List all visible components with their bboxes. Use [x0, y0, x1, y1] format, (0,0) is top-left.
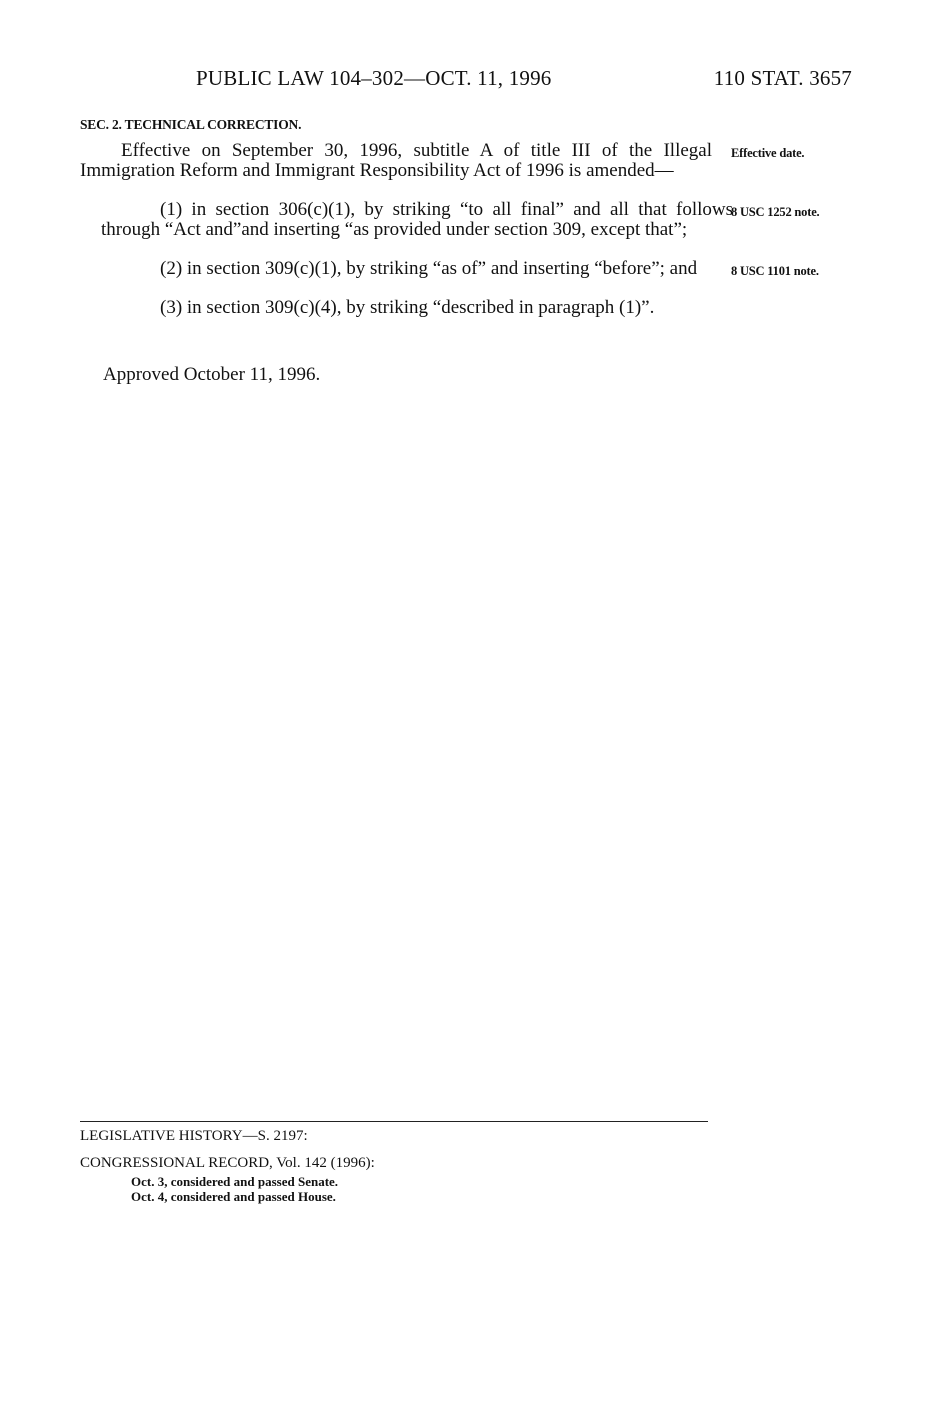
legislative-history-title: LEGISLATIVE HISTORY—S. 2197: — [80, 1128, 308, 1144]
congressional-record-line: CONGRESSIONAL RECORD, Vol. 142 (1996): — [80, 1155, 375, 1171]
history-entry-house: Oct. 4, considered and passed House. — [131, 1189, 336, 1204]
running-head-page-citation: 110 STAT. 3657 — [713, 66, 852, 90]
amendment-item-1: (1) in section 306(c)(1), by striking “to all final” and all that follows through “Act and”and inserting “as provided under section 309, except that”; — [101, 199, 733, 240]
section-heading: SEC. 2. TECHNICAL CORRECTION. — [80, 117, 302, 132]
amendment-item-2: (2) in section 309(c)(1), by striking “as of” and inserting “before”; and — [160, 258, 698, 279]
approval-date: Approved October 11, 1996. — [103, 364, 321, 385]
running-head — [196, 66, 852, 96]
history-entry-senate: Oct. 3, considered and passed Senate. — [131, 1174, 339, 1189]
section-intro-paragraph: Effective on September 30, 1996, subtitle A of title III of the Illegal Immigration Reform and Immigrant Responsibility Act of 1996 is amended— — [80, 140, 712, 181]
footnote-divider — [80, 1121, 708, 1122]
amendment-item-3: (3) in section 309(c)(4), by striking “described in paragraph (1)”. — [160, 297, 655, 318]
running-head-title: PUBLIC LAW 104–302—OCT. 11, 1996 — [196, 66, 552, 90]
sidenote-usc-1101: 8 USC 1101 note. — [731, 264, 819, 278]
sidenote-effective-date: Effective date. — [731, 146, 805, 160]
sidenote-usc-1252: 8 USC 1252 note. — [731, 205, 820, 219]
